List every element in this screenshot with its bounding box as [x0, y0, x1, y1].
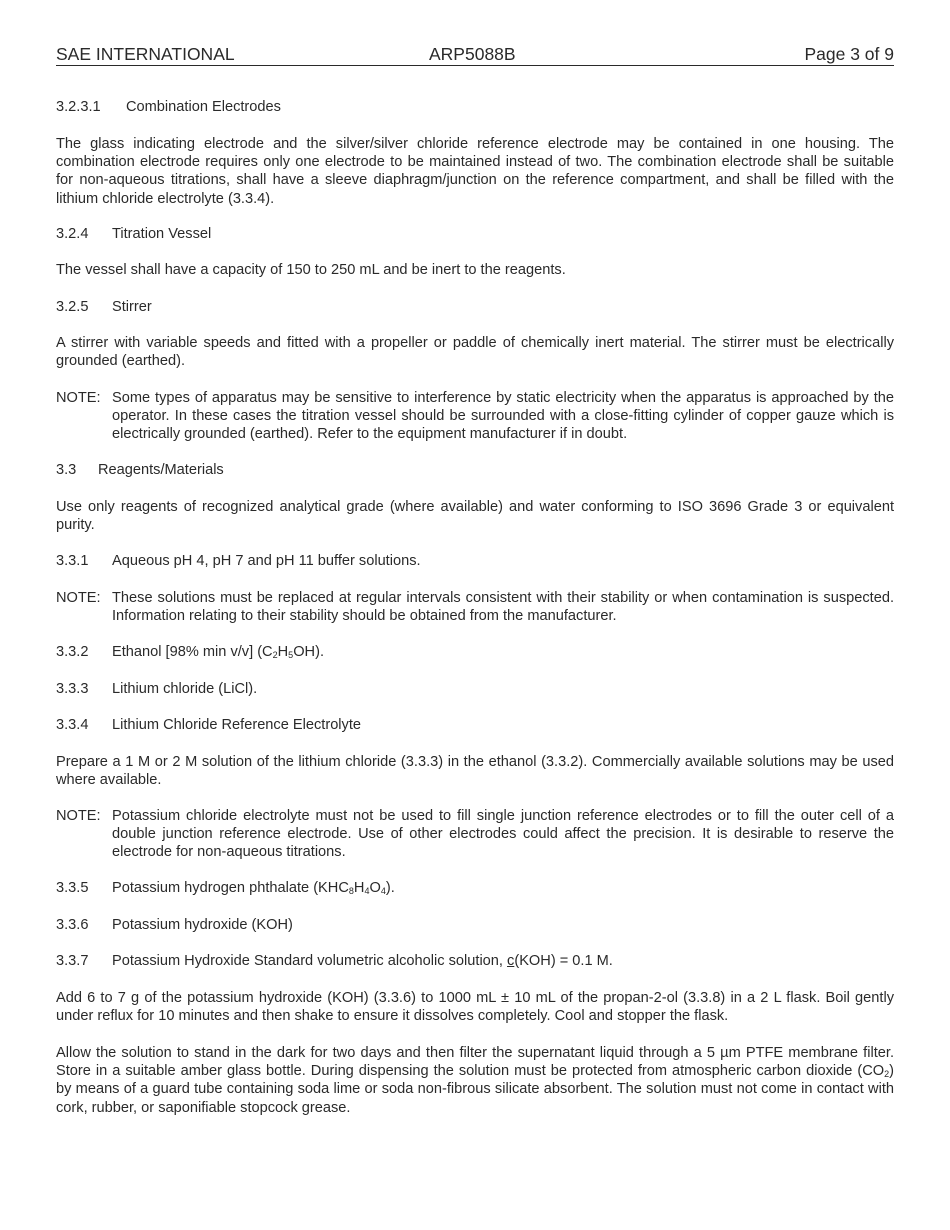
section-heading-3-2-3-1: [56, 98, 894, 116]
section-title: Potassium Hydroxide Standard volumetric alcoholic solution,: [112, 953, 508, 969]
note-label: NOTE:: [56, 808, 101, 824]
section-number: 3.3.7: [56, 953, 89, 969]
section-number: 3.2.5: [56, 299, 89, 315]
section-title: Titration Vessel: [112, 226, 212, 242]
section-number: 3.3.4: [56, 717, 89, 733]
section-heading-3-2-4: [56, 225, 894, 243]
section-title: Lithium chloride (LiCl).: [112, 681, 258, 697]
section-number: 3.3.2: [56, 644, 89, 660]
section-title: Combination Electrodes: [126, 99, 281, 115]
section-number: 3.2.4: [56, 226, 89, 242]
section-title: Aqueous pH 4, pH 7 and pH 11 buffer solutions.: [112, 553, 421, 569]
note-static-electricity: [56, 389, 894, 444]
note-text: Potassium chloride electrolyte must not be used to fill single junction reference electrodes or to fill the outer cell of a double junction reference electrode. Use of other electrodes could affect the precision. It is desirable to reserve the electrode for non-aqueous titrations.: [112, 808, 894, 861]
paragraph-add-koh: Add 6 to 7 g of the potassium hydroxide (KOH) (3.3.6) to 1000 mL ± 10 mL of the propan-2-ol (3.3.8) in a 2 L flask. Boil gently under reflux for 10 minutes and then shake to ensure it dissolves completely. Cool and stopper the flask.: [56, 990, 894, 1025]
document-page: [56, 44, 894, 1116]
paragraph-allow-solution: [56, 1044, 894, 1117]
paragraph-reagents: Use only reagents of recognized analytical grade (where available) and water conforming to ISO 3696 Grade 3 or equivalent purity.: [56, 499, 894, 534]
header-page-number: Page 3 of 9: [804, 44, 894, 64]
header-organization: SAE INTERNATIONAL: [56, 44, 235, 64]
section-heading-3-3-5: [56, 879, 894, 897]
formula-text: O: [369, 880, 381, 896]
paragraph-stirrer: A stirrer with variable speeds and fitted with a propeller or paddle of chemically inert material. The stirrer must be electrically grounded (earthed).: [56, 335, 894, 370]
subscript: 2: [272, 650, 278, 660]
concentration-symbol: c: [507, 953, 515, 969]
formula-text: ).: [385, 880, 395, 896]
section-heading-3-2-5: [56, 298, 894, 316]
subscript: 5: [288, 650, 294, 660]
note-buffer-solutions: [56, 589, 894, 625]
subscript: 4: [364, 886, 370, 896]
subscript: 2: [884, 1069, 890, 1080]
section-title-end: (KOH) = 0.1 M.: [514, 953, 613, 969]
section-number: 3.3.5: [56, 880, 89, 896]
note-text: Some types of apparatus may be sensitive to interference by static electricity when the apparatus is approached by the operator. In these cases the titration vessel should be surrounded with a close-fitting cylinder of copper gauze which is electrically grounded (earthed). Refer to the equipment manufacturer if in doubt.: [112, 390, 894, 443]
note-label: NOTE:: [56, 390, 101, 406]
paragraph-text: Allow the solution to stand in the dark for two days and then filter the supernatant liquid through a 5 µm PTFE membrane filter. Store in a suitable amber glass bottle. During dispensing the solution must be protected from atmospheric carbon dioxide (CO: [56, 1045, 894, 1080]
formula-text: Potassium hydrogen phthalate (KHC: [112, 880, 349, 896]
section-heading-3-3-4: [56, 716, 894, 734]
section-number: 3.3.6: [56, 917, 89, 933]
section-number: 3.3.3: [56, 681, 89, 697]
header-document-number: ARP5088B: [429, 44, 516, 64]
formula-text: H: [277, 644, 289, 660]
section-heading-3-3: [56, 461, 894, 479]
page-header: [56, 44, 894, 66]
note-label: NOTE:: [56, 590, 101, 606]
section-heading-3-3-2: [56, 643, 894, 661]
paragraph-text: ) by means of a guard tube containing soda lime or soda non-fibrous silicate absorbent. The solution must not come in contact with cork, rubber, or saponifiable stopcock grease.: [56, 1063, 894, 1116]
subscript: 4: [380, 886, 386, 896]
section-heading-3-3-7: [56, 952, 894, 970]
paragraph-prepare-solution: Prepare a 1 M or 2 M solution of the lithium chloride (3.3.3) in the ethanol (3.3.2). Commercially available solutions may be used where available.: [56, 754, 894, 789]
paragraph-combination-electrode: The glass indicating electrode and the silver/silver chloride reference electrode may be contained in one housing. The combination electrode requires only one electrode to be maintained instead of two. The combination electrode shall be suitable for non-aqueous titrations, shall have a sleeve diaphragm/junction on the reference compartment, and shall be filled with the lithium chloride electrolyte (3.3.4).: [56, 136, 894, 207]
note-text: These solutions must be replaced at regular intervals consistent with their stability or when contamination is suspected. Information relating to their stability should be obtained from the manufacturer.: [112, 590, 894, 625]
note-potassium-chloride: [56, 807, 894, 862]
paragraph-titration-vessel: The vessel shall have a capacity of 150 to 250 mL and be inert to the reagents.: [56, 262, 566, 278]
section-heading-3-3-3: [56, 680, 894, 698]
formula-text: Ethanol [98% min v/v] (C: [112, 644, 273, 660]
subscript: 8: [348, 886, 354, 896]
section-heading-3-3-6: [56, 916, 894, 934]
section-number: 3.3.1: [56, 553, 89, 569]
section-title: Stirrer: [112, 299, 152, 315]
section-number: 3.2.3.1: [56, 99, 101, 115]
formula-text: H: [353, 880, 365, 896]
section-number: 3.3: [56, 462, 77, 478]
section-title: Lithium Chloride Reference Electrolyte: [112, 717, 362, 733]
section-heading-3-3-1: [56, 552, 894, 570]
formula-text: OH).: [293, 644, 324, 660]
section-title: Reagents/Materials: [98, 462, 224, 478]
section-title: Potassium hydroxide (KOH): [112, 917, 293, 933]
